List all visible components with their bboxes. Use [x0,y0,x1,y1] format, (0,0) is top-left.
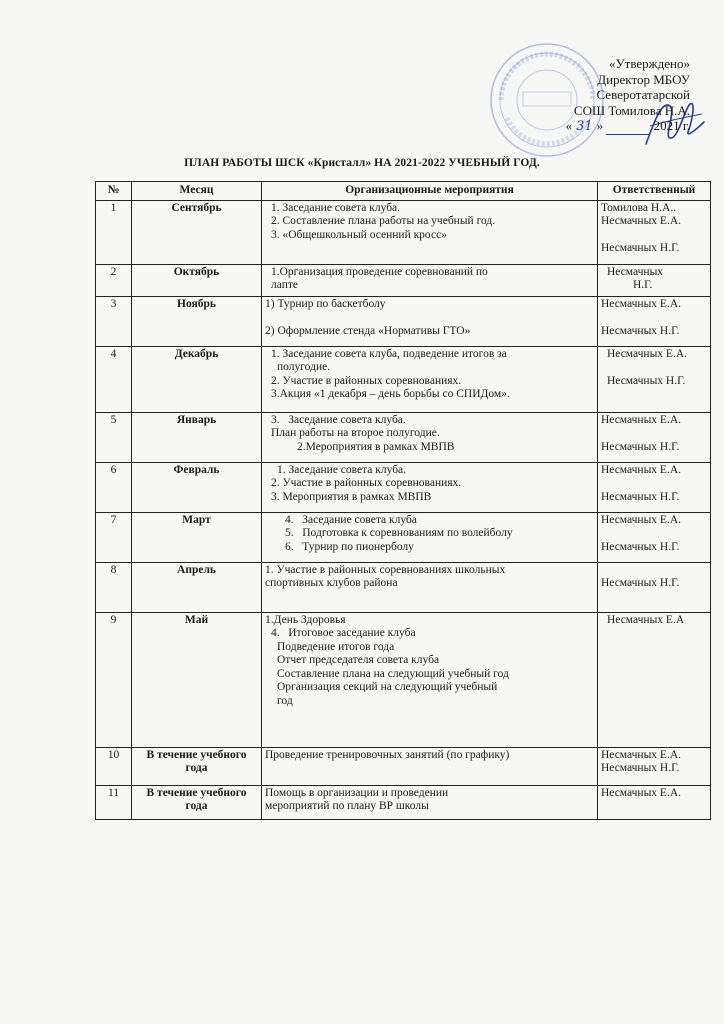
date-close-quote: » [596,118,604,133]
approval-org: Северотатарской [596,87,690,102]
header-num: № [96,182,132,201]
row-month: Февраль [132,462,262,512]
row-month: Май [132,612,262,747]
table-row [96,512,711,562]
row-month: В течение учебного года [132,785,262,819]
row-num: 2 [96,264,132,296]
row-activities: 1. Участие в районных соревнованиях школьных спортивных клубов района [262,562,598,612]
table-row [96,785,711,819]
row-responsible: Несмачных Е.А. [598,785,711,819]
row-num: 9 [96,612,132,747]
row-month: Декабрь [132,346,262,412]
row-month: Апрель [132,562,262,612]
row-num: 11 [96,785,132,819]
row-responsible: Несмачных Е.А. Несмачных Н.Г. [598,462,711,512]
row-month: Сентябрь [132,200,262,264]
table-row [96,200,711,264]
table-row [96,264,711,296]
row-responsible: Несмачных Н.Г. [598,264,711,296]
table-row [96,747,711,785]
row-num: 1 [96,200,132,264]
row-month: В течение учебного года [132,747,262,785]
date-day: 31 [576,119,593,134]
approval-heading: «Утверждено» [608,56,690,71]
row-activities: 1.Организация проведение соревнований по лапте [262,264,598,296]
row-activities: 1.День Здоровья 4. Итоговое заседание клуба Подведение итогов года Отчет председателя совета клуба Составление плана на следующий учебный год Организация секций на следующий учебный год [262,612,598,747]
row-activities: 1. Заседание совета клуба. 2. Составление плана работы на учебный год. 3. «Общешкольный осенний кросс» [262,200,598,264]
row-num: 6 [96,462,132,512]
table-row [96,346,711,412]
row-responsible: Несмачных Е.А [598,612,711,747]
row-activities: 1. Заседание совета клуба, подведение итогов за полугодие. 2. Участие в районных соревнованиях. 3.Акция «1 декабря – день борьбы со СПИДом». [262,346,598,412]
header-month: Месяц [132,182,262,201]
row-month: Ноябрь [132,296,262,346]
table-row [96,412,711,462]
row-activities: Помощь в организации и проведении мероприятий по плану ВР школы [262,785,598,819]
approval-block [490,56,690,135]
approval-date [490,118,690,135]
table-row [96,562,711,612]
work-plan-table [95,181,711,820]
row-month: Январь [132,412,262,462]
row-month: Март [132,512,262,562]
row-num: 4 [96,346,132,412]
date-year: 2021 г. [653,118,690,133]
row-num: 3 [96,296,132,346]
row-responsible: Несмачных Е.А. Несмачных Н.Г. [598,747,711,785]
row-num: 5 [96,412,132,462]
approval-name: СОШ Томилова Н.А. [573,102,690,118]
row-month: Октябрь [132,264,262,296]
date-month-blank [606,118,650,135]
row-responsible: Несмачных Н.Г. [598,562,711,612]
row-activities: 1. Заседание совета клуба. 2. Участие в районных соревнованиях. 3. Мероприятия в рамках МВПВ [262,462,598,512]
header-activities: Организационные мероприятия [262,182,598,201]
row-num: 8 [96,562,132,612]
row-responsible: Томилова Н.А.. Несмачных Е.А. Несмачных Н.Г. [598,200,711,264]
table-row [96,296,711,346]
document-title: ПЛАН РАБОТЫ ШСК «Кристалл» НА 2021-2022 УЧЕБНЫЙ ГОД. [184,157,540,169]
row-activities: 1) Турнир по баскетболу 2) Оформление стенда «Нормативы ГТО» [262,296,598,346]
row-responsible: Несмачных Е.А. Несмачных Н.Г. [598,412,711,462]
row-responsible: Несмачных Е.А. Несмачных Н.Г. [598,346,711,412]
row-responsible: Несмачных Е.А. Несмачных Н.Г. [598,512,711,562]
approval-position: Директор МБОУ [597,71,690,87]
date-open-quote: « [565,118,573,133]
row-responsible: Несмачных Е.А. Несмачных Н.Г. [598,296,711,346]
row-activities: Проведение тренировочных занятий (по графику) [262,747,598,785]
table-row [96,612,711,747]
row-activities: 3. Заседание совета клуба. План работы на второе полугодие. 2.Мероприятия в рамках МВПВ [262,412,598,462]
row-num: 7 [96,512,132,562]
table-header-row [96,182,711,201]
table-row [96,462,711,512]
header-responsible: Ответственный [598,182,711,201]
row-num: 10 [96,747,132,785]
row-activities: 4. Заседание совета клуба 5. Подготовка к соревнованиям по волейболу 6. Турнир по пионерболу [262,512,598,562]
